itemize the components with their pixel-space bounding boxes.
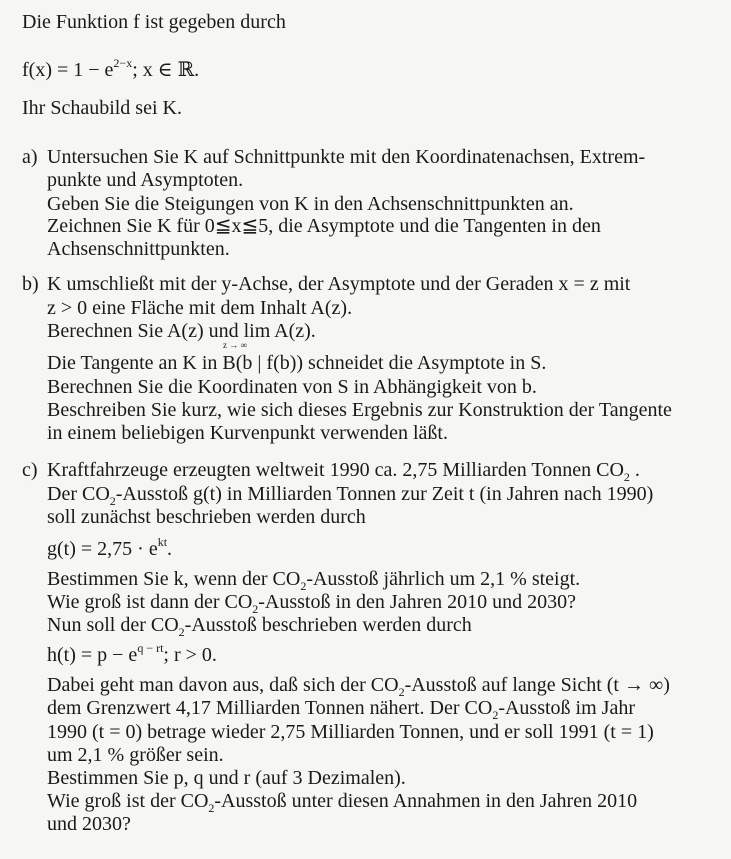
part-a-line-5: Achsenschnittpunkten. (47, 238, 230, 260)
part-a-line-2: punkte und Asymptoten. (47, 169, 244, 191)
part-c-formula-g (47, 537, 172, 561)
h-formula-end: ; r > 0. (163, 644, 217, 666)
c-l10-text: dem Grenzwert 4,17 Milliarden Tonnen nähert. Der CO (47, 697, 493, 719)
g-formula-exponent: kt (157, 535, 168, 550)
part-c-line-9 (47, 673, 670, 697)
part-b-label: b) (22, 273, 39, 295)
c-l2-end: -Ausstoß g(t) in Milliarden Tonnen zur Zeit t (in Jahren nach 1990) (115, 483, 654, 505)
formula-base: f(x) = 1 − e (22, 59, 114, 81)
part-b-line-3: Berechnen Sie A(z) und lim A(z). (47, 320, 316, 342)
c-l6-end: -Ausstoß in den Jahren 2010 und 2030? (258, 591, 576, 613)
co2-subscript: 2 (178, 625, 185, 639)
h-formula-exponent: q − rt (137, 641, 164, 656)
part-c-line-14 (47, 789, 637, 813)
formula-exponent: 2−x (113, 56, 133, 71)
c-l14-end: -Ausstoß unter diesen Annahmen in den Jahren 2010 (214, 790, 638, 812)
part-b-line-1: K umschließt mit der y-Achse, der Asymptote und der Geraden x = z mit (47, 273, 631, 295)
c-l2-text: Der CO (47, 483, 110, 505)
c-l9-text: Dabei geht man davon aus, daß sich der CO (47, 674, 399, 696)
g-formula-base: g(t) = 2,75 · e (47, 538, 158, 560)
part-b-line-7: in einem beliebigen Kurvenpunkt verwenden läßt. (47, 422, 448, 444)
co2-subscript: 2 (623, 470, 630, 484)
part-a-line-4: Zeichnen Sie K für 0≦x≦5, die Asymptote und die Tangenten in den (47, 215, 601, 237)
part-c-line-10 (47, 696, 635, 720)
co2-subscript: 2 (300, 579, 307, 593)
part-a-label: a) (22, 146, 38, 168)
h-formula-base: h(t) = p − e (47, 644, 138, 666)
co2-subscript: 2 (492, 708, 499, 722)
c-l10-end: -Ausstoß im Jahr (498, 697, 635, 719)
part-c-line-1 (47, 458, 640, 482)
c-l6-text: Wie groß ist dann der CO (47, 591, 253, 613)
intro-formula (22, 58, 199, 82)
part-b-line-2: z > 0 eine Fläche mit dem Inhalt A(z). (47, 297, 353, 319)
part-b-line-5: Berechnen Sie die Koordinaten von S in Abhängigkeit von b. (47, 376, 537, 398)
part-c-line-3: soll zunächst beschrieben werden durch (47, 506, 366, 528)
part-c-line-11: 1990 (t = 0) betrage wieder 2,75 Milliarden Tonnen, und er soll 1991 (t = 1) (47, 721, 654, 743)
c-l1-end: . (629, 459, 640, 481)
part-c-label: c) (22, 459, 38, 481)
c-l7-text: Nun soll der CO (47, 614, 179, 636)
intro-line-3: Ihr Schaubild sei K. (22, 97, 182, 119)
co2-subscript: 2 (252, 602, 259, 616)
part-c-line-12: um 2,1 % größer sein. (47, 744, 224, 766)
co2-subscript: 2 (109, 494, 116, 508)
part-c-line-2 (47, 482, 653, 506)
part-b-line-6: Beschreiben Sie kurz, wie sich dieses Ergebnis zur Konstruktion der Tangente (47, 399, 672, 421)
part-c-formula-h (47, 643, 217, 667)
limit-subscript: z → ∞ (223, 340, 247, 350)
intro-line-1: Die Funktion f ist gegeben durch (22, 11, 286, 33)
c-l5-end: -Ausstoß jährlich um 2,1 % steigt. (306, 568, 581, 590)
g-formula-end: . (167, 538, 173, 560)
c-l7-end: -Ausstoß beschrieben werden durch (184, 614, 472, 636)
c-l5-text: Bestimmen Sie k, wenn der CO (47, 568, 301, 590)
part-c-line-7 (47, 613, 472, 637)
part-c-line-5 (47, 567, 580, 591)
part-a-line-3: Geben Sie die Steigungen von K in den Achsenschnittpunkten an. (47, 193, 574, 215)
part-a-line-1: Untersuchen Sie K auf Schnittpunkte mit den Koordinatenachsen, Extrem- (47, 146, 646, 168)
c-l9-end: -Ausstoß auf lange Sicht (t → ∞) (404, 674, 670, 696)
part-c-line-15: und 2030? (47, 813, 131, 835)
part-c-line-13: Bestimmen Sie p, q und r (auf 3 Dezimalen). (47, 767, 406, 789)
c-l1-text: Kraftfahrzeuge erzeugten weltweit 1990 ca. 2,75 Milliarden Tonnen CO (47, 459, 624, 481)
c-l14-text: Wie groß ist der CO (47, 790, 209, 812)
co2-subscript: 2 (398, 685, 405, 699)
co2-subscript: 2 (208, 801, 215, 815)
formula-domain: ; x ∈ ℝ. (132, 59, 200, 81)
part-b-line-4: Die Tangente an K in B(b | f(b)) schneidet die Asymptote in S. (47, 352, 547, 374)
part-c-line-6 (47, 590, 576, 614)
